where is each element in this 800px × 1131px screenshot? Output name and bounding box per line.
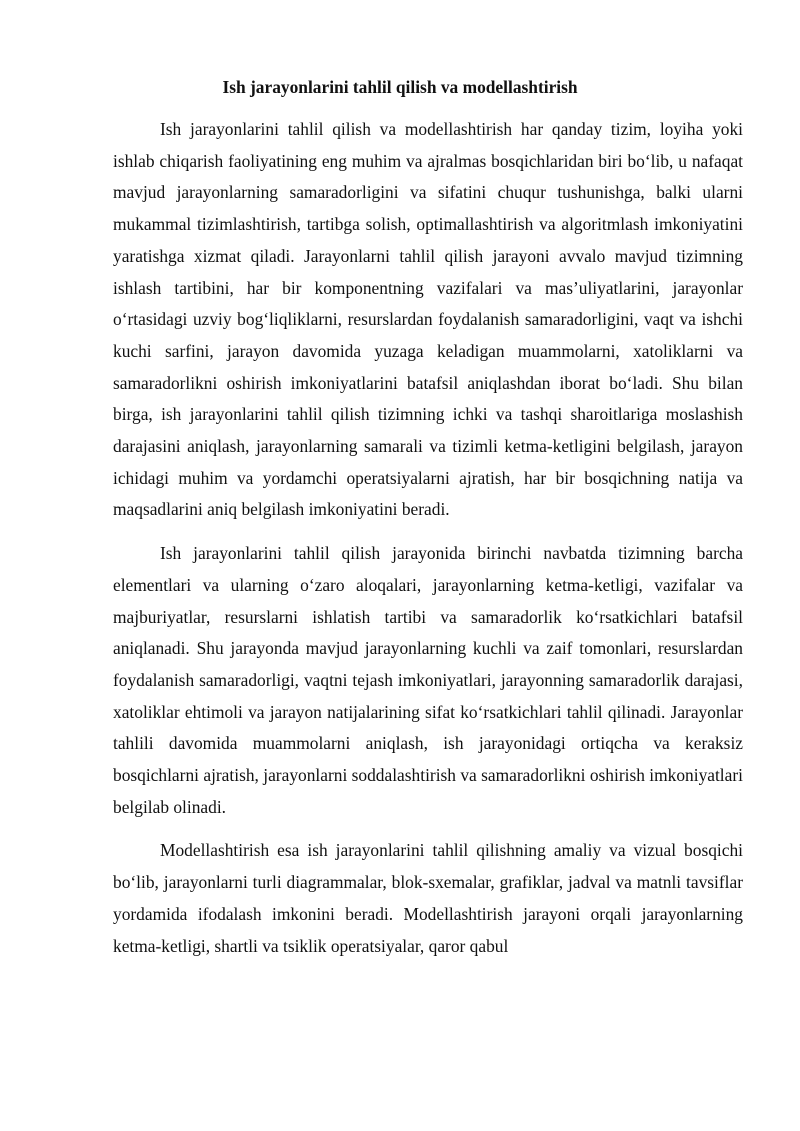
paragraph-1: Ish jarayonlarini tahlil qilish va modellashtirish har qanday tizim, loyiha yoki ishlab chiqarish faoliyatining eng muhim va ajralmas bosqichlaridan biri bo‘lib, u nafaqat mavjud jarayonlarning samaradorligini va sifatini chuqur tushunishga, balki ularni mukammal tizimlashtirish, tartibga solish, optimallashtirish va algoritmlash imkoniyatini yaratishga xizmat qiladi. Jarayonlarni tahlil qilish jarayoni avvalo mavjud tizimning ishlash tartibini, har bir komponentning vazifalari va mas’uliyatlarini, jarayonlar o‘rtasidagi uzviy bog‘liqliklarni, resurslardan foydalanish samaradorligini, vaqt va ishchi kuchi sarfini, jarayon davomida yuzaga keladigan muammolarni, xatoliklarni va samaradorlikni oshirish imkoniyatlarini batafsil aniqlashdan iborat bo‘ladi. Shu bilan birga, ish jarayonlarini tahlil qilish tizimning ichki va tashqi sharoitlariga moslashish darajasini aniqlash, jarayonlarning samarali va tizimli ketma-ketligini belgilash, jarayon ichidagi muhim va yordamchi operatsiyalarni ajratish, har bir bosqichning natija va maqsadlarini aniq belgilash imkoniyatini beradi. xyxy=(113,119,743,520)
document-title: Ish jarayonlarini tahlil qilish va modellashtirish xyxy=(222,77,578,97)
paragraph-3: Modellashtirish esa ish jarayonlarini tahlil qilishning amaliy va vizual bosqichi bo‘lib, jarayonlarni turli diagrammalar, blok-sxemalar, grafiklar, jadval va matnli tavsiflar yordamida ifodalash imkonini beradi. Modellashtirish jarayoni orqali jarayonlarning ketma-ketligi, shartli va tsiklik operatsiyalar, qaror qabul xyxy=(113,840,743,956)
paragraph-2: Ish jarayonlarini tahlil qilish jarayonida birinchi navbatda tizimning barcha elementlari va ularning o‘zaro aloqalari, jarayonlarning ketma-ketligi, vazifalar va majburiyatlar, resurslarni ishlatish tartibi va samaradorlik ko‘rsatkichlari batafsil aniqlanadi. Shu jarayonda mavjud jarayonlarning kuchli va zaif tomonlari, resurslardan foydalanish samaradorligi, vaqtni tejash imkoniyatlari, jarayonning samaradorlik darajasi, xatoliklar ehtimoli va jarayon natijalarining sifat ko‘rsatkichlari tahlil qilinadi. Jarayonlar tahlili davomida muammolarni aniqlash, ish jarayonidagi ortiqcha va keraksiz bosqichlarni ajratish, jarayonlarni soddalashtirish va samaradorlikni oshirish imkoniyatlari belgilab olinadi. xyxy=(113,543,743,817)
